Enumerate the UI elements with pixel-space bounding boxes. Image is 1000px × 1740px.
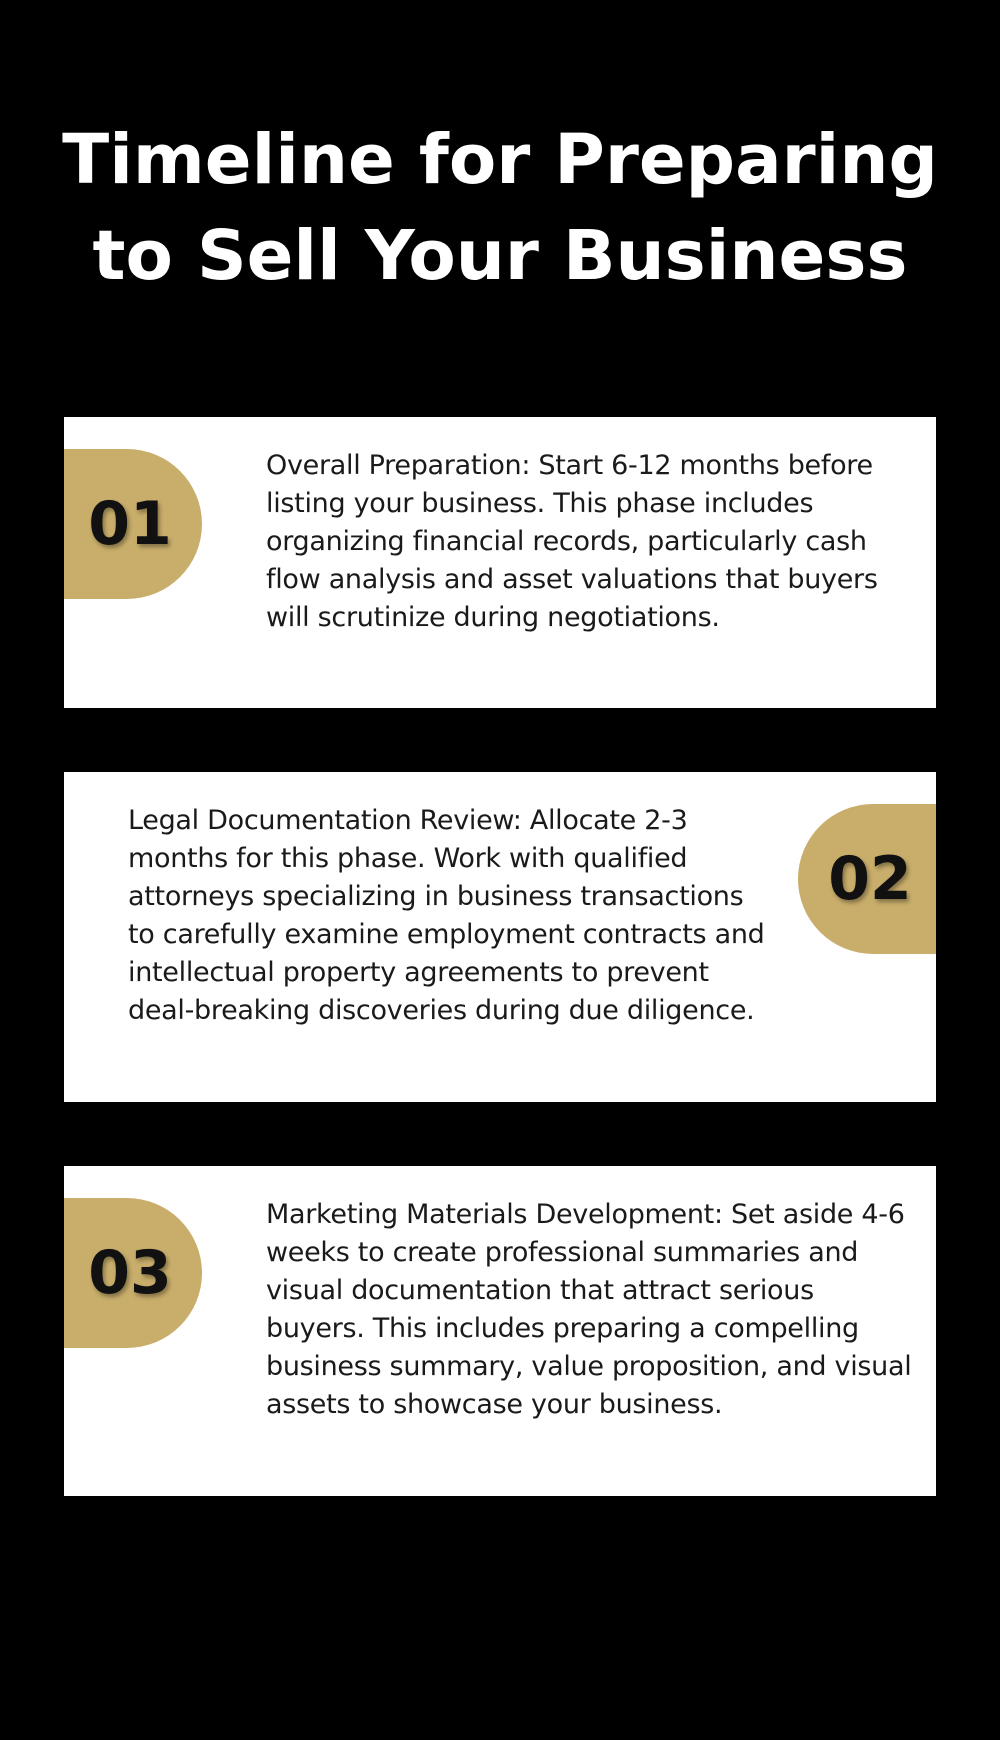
page-title: Timeline for Preparing to Sell Your Business [62, 120, 938, 296]
step-description: Marketing Materials Development: Set aside 4-6 weeks to create professional summaries and visual documentation that attract serious buyers. This includes preparing a compelling business summary, value proposition, and visual assets to showcase your business. [266, 1199, 912, 1420]
timeline-step-1 [64, 417, 936, 708]
step-number-badge [798, 804, 936, 954]
step-number: 03 [88, 1238, 172, 1308]
step-number: 02 [828, 844, 912, 914]
step-number: 01 [88, 489, 172, 559]
step-description: Legal Documentation Review: Allocate 2-3 months for this phase. Work with qualified attorneys specializing in business transactions to carefully examine employment contracts and intellectual property agreements to prevent deal-breaking discoveries during due diligence. [128, 805, 765, 1026]
step-number-badge [64, 1198, 202, 1348]
step-number-badge [64, 449, 202, 599]
step-description: Overall Preparation: Start 6-12 months before listing your business. This phase includes organizing financial records, particularly cash flow analysis and asset valuations that buyers will scrutinize during negotiations. [266, 450, 878, 633]
timeline-step-2 [64, 772, 936, 1102]
timeline-step-3 [64, 1166, 936, 1496]
